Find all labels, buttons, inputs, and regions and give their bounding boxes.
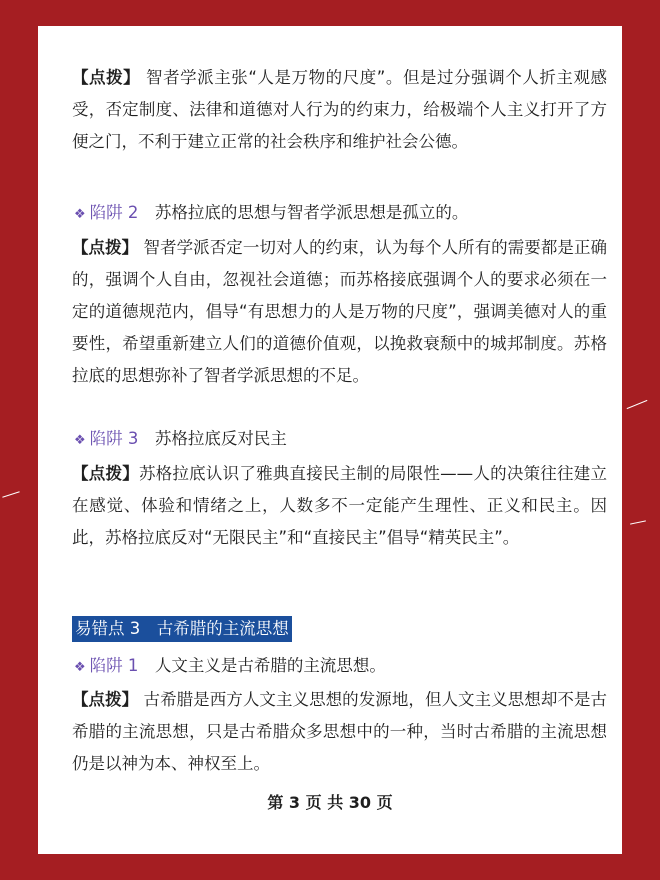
diamond-icon: ❖ bbox=[74, 660, 86, 675]
decorative-line bbox=[627, 400, 648, 409]
hint-paragraph-4 bbox=[72, 684, 607, 780]
hint-paragraph-1 bbox=[72, 62, 607, 158]
trap-1-title: 陷阱 1 bbox=[89, 656, 139, 675]
trap-3-title: 陷阱 3 bbox=[89, 429, 139, 448]
trap-2-text: 苏格拉底的思想与智者学派思想是孤立的。 bbox=[154, 203, 469, 222]
trap-2-heading bbox=[74, 200, 604, 228]
document-page bbox=[38, 26, 622, 854]
hint-label: 【点拨】 bbox=[72, 68, 141, 87]
decorative-line bbox=[630, 520, 646, 524]
trap-3-heading bbox=[74, 426, 604, 454]
page-number: 第 3 页 共 30 页 bbox=[267, 793, 393, 812]
hint-paragraph-3 bbox=[72, 458, 607, 554]
hint-text: 古希腊是西方人文主义思想的发源地，但人文主义思想却不是古希腊的主流思想，只是古希腊众多思想中的一种，当时古希腊的主流思想仍是以神为本、神权至上。 bbox=[72, 690, 607, 773]
hint-label: 【点拨】 bbox=[72, 238, 139, 257]
trap-1-heading bbox=[74, 653, 604, 681]
hint-text: 苏格拉底认识了雅典直接民主制的局限性——人的决策往往建立在感觉、体验和情绪之上，人数多不一定能产生理性、正义和民主。因此，苏格拉底反对“无限民主”和“直接民主”倡导“精英民主”。 bbox=[72, 464, 608, 547]
diamond-icon: ❖ bbox=[74, 433, 86, 448]
hint-text: 智者学派否定一切对人的约束，认为每个人所有的需要都是正确的，强调个人自由，忽视社会道德；而苏格接底强调个人的要求必须在一定的道德规范内，倡导“有思想力的人是万物的尺度”，强调美德对人的重要性，希望重新建立人们的道德价值观，以挽救衰颓中的城邦制度。苏格拉底的思想弥补了智者学派思想的不足。 bbox=[72, 238, 607, 385]
diamond-icon: ❖ bbox=[74, 207, 86, 222]
hint-label: 【点拨】 bbox=[72, 464, 139, 483]
section-heading-error-point-3: 易错点 3 古希腊的主流思想 bbox=[72, 616, 292, 642]
trap-2-title: 陷阱 2 bbox=[89, 203, 139, 222]
hint-text: 智者学派主张“人是万物的尺度”。但是过分强调个人折主观感受，否定制度、法律和道德对人行为的约束力，给极端个人主义打开了方便之门，不利于建立正常的社会秩序和维护社会公德。 bbox=[72, 68, 608, 151]
hint-paragraph-2 bbox=[72, 232, 607, 392]
decorative-line bbox=[2, 491, 19, 498]
trap-1-text: 人文主义是古希腊的主流思想。 bbox=[154, 656, 386, 675]
hint-label: 【点拨】 bbox=[72, 690, 139, 709]
trap-3-text: 苏格拉底反对民主 bbox=[154, 429, 287, 448]
